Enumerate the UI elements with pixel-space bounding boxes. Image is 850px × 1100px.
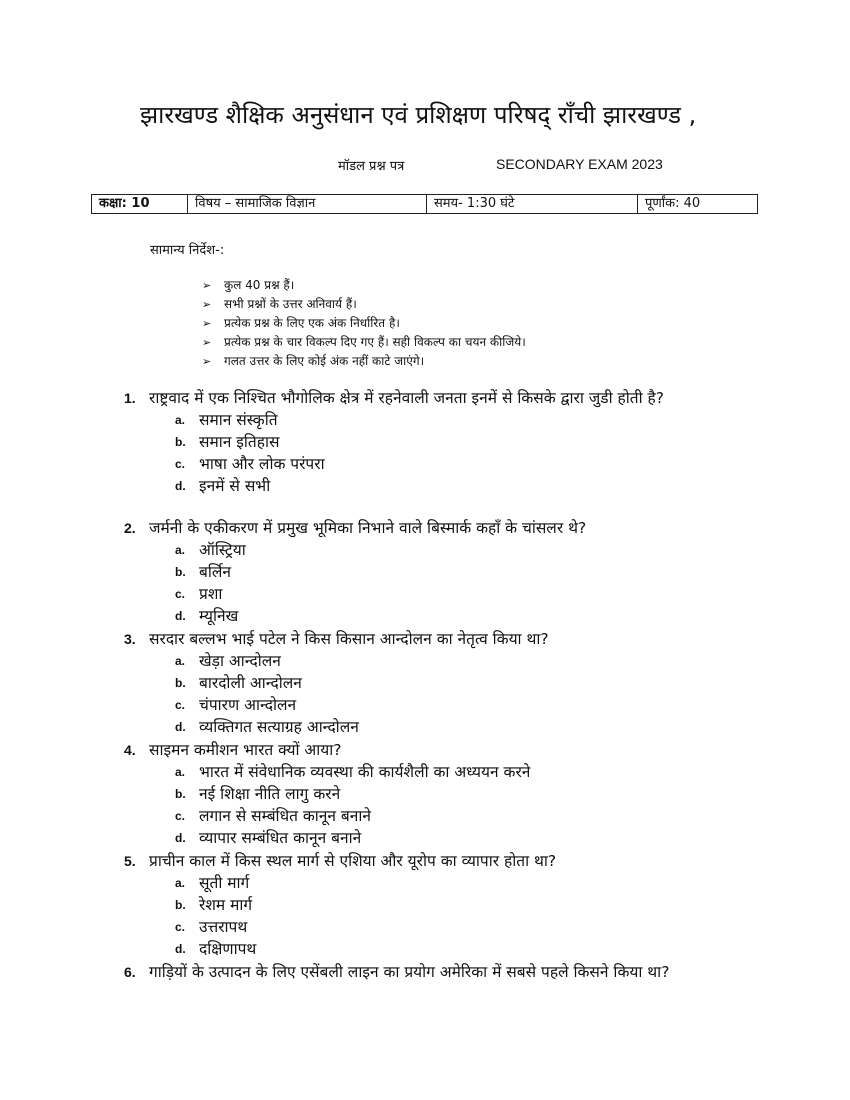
option-d bbox=[175, 827, 824, 849]
question-text: गाड़ियों के उत्पादन के लिए एसेंबली लाइन का प्रयोग अमेरिका में सबसे पहले किसने किया था? bbox=[149, 963, 670, 981]
arrow-bullet-icon: ➢ bbox=[202, 317, 212, 330]
instruction-text: प्रत्येक प्रश्न के लिए एक अंक निर्धारित है। bbox=[224, 316, 400, 330]
instruction-text: कुल 40 प्रश्न हैं। bbox=[224, 278, 295, 292]
option-label: a. bbox=[175, 876, 186, 890]
option-text: उत्तरापथ bbox=[199, 918, 248, 936]
arrow-bullet-icon: ➢ bbox=[202, 336, 212, 349]
instruction-item bbox=[202, 314, 526, 333]
option-c bbox=[175, 916, 824, 938]
option-label: a. bbox=[175, 654, 186, 668]
instruction-text: प्रत्येक प्रश्न के चार विकल्प दिए गए हैं। सही विकल्प का चयन कीजिये। bbox=[224, 335, 526, 349]
question-4 bbox=[124, 739, 824, 849]
option-c bbox=[175, 805, 824, 827]
question-number: 3. bbox=[124, 631, 136, 647]
option-text: समान इतिहास bbox=[199, 433, 280, 451]
paper-type: मॉडल प्रश्न पत्र bbox=[338, 159, 405, 174]
subject-cell: विषय – सामाजिक विज्ञान bbox=[188, 195, 427, 213]
option-label: b. bbox=[175, 676, 186, 690]
option-label: d. bbox=[175, 479, 186, 493]
option-text: दक्षिणापथ bbox=[199, 940, 257, 958]
option-b bbox=[175, 894, 824, 916]
option-d bbox=[175, 475, 824, 497]
option-b bbox=[175, 431, 824, 453]
option-text: इनमें से सभी bbox=[199, 477, 271, 495]
option-text: भाषा और लोक परंपरा bbox=[199, 455, 325, 473]
option-label: a. bbox=[175, 543, 186, 557]
option-text: व्यक्तिगत सत्याग्रह आन्दोलन bbox=[199, 718, 359, 736]
option-a bbox=[175, 872, 824, 894]
option-a bbox=[175, 761, 824, 783]
option-c bbox=[175, 694, 824, 716]
option-label: b. bbox=[175, 565, 186, 579]
option-text: समान संस्कृति bbox=[199, 411, 278, 429]
option-text: भारत में संवेधानिक व्यवस्था की कार्यशैली का अध्ययन करने bbox=[199, 763, 531, 781]
instruction-item bbox=[202, 333, 526, 352]
option-b bbox=[175, 561, 824, 583]
option-label: c. bbox=[175, 587, 186, 601]
option-label: b. bbox=[175, 435, 186, 449]
question-text: जर्मनी के एकीकरण में प्रमुख भूमिका निभाने वाले बिस्मार्क कहाँ के चांसलर थे? bbox=[149, 519, 587, 537]
question-text: प्राचीन काल में किस स्थल मार्ग से एशिया और यूरोप का व्यापार होता था? bbox=[149, 852, 557, 870]
option-text: म्यूनिख bbox=[199, 607, 239, 625]
question-1 bbox=[124, 387, 824, 497]
question-number: 6. bbox=[124, 964, 136, 980]
option-a bbox=[175, 539, 824, 561]
option-text: खेड़ा आन्दोलन bbox=[199, 652, 281, 670]
question-6 bbox=[124, 961, 824, 983]
option-label: d. bbox=[175, 942, 186, 956]
question-2 bbox=[124, 517, 824, 627]
option-text: बारदोली आन्दोलन bbox=[199, 674, 302, 692]
question-5 bbox=[124, 850, 824, 960]
option-text: लगान से सम्बंधित कानून बनाने bbox=[199, 807, 371, 825]
instruction-item bbox=[202, 352, 526, 371]
option-text: रेशम मार्ग bbox=[199, 896, 253, 914]
option-label: a. bbox=[175, 413, 186, 427]
option-d bbox=[175, 716, 824, 738]
question-text: राष्ट्रवाद में एक निश्चित भौगोलिक क्षेत्र में रहनेवाली जनता इनमें से किसके द्वारा जुडी होती है? bbox=[149, 389, 665, 407]
class-cell: कक्षा: 10 bbox=[92, 195, 188, 213]
arrow-bullet-icon: ➢ bbox=[202, 355, 212, 368]
instruction-item bbox=[202, 295, 526, 314]
option-label: a. bbox=[175, 765, 186, 779]
option-text: प्रशा bbox=[199, 585, 223, 603]
option-text: सूती मार्ग bbox=[199, 874, 250, 892]
option-d bbox=[175, 605, 824, 627]
option-text: चंपारण आन्दोलन bbox=[199, 696, 297, 714]
option-label: c. bbox=[175, 809, 186, 823]
exam-name: SECONDARY EXAM 2023 bbox=[496, 156, 663, 172]
marks-cell: पूर्णांक: 40 bbox=[645, 196, 701, 211]
option-label: d. bbox=[175, 720, 186, 734]
option-label: d. bbox=[175, 609, 186, 623]
option-a bbox=[175, 409, 824, 431]
instruction-text: गलत उत्तर के लिए कोई अंक नहीं काटे जाएंगे। bbox=[224, 354, 425, 368]
instructions-title: सामान्य निर्देश-: bbox=[150, 243, 225, 258]
option-b bbox=[175, 672, 824, 694]
question-number: 2. bbox=[124, 520, 136, 536]
question-3 bbox=[124, 628, 824, 738]
option-c bbox=[175, 583, 824, 605]
instruction-text: सभी प्रश्नों के उत्तर अनिवार्य हैं। bbox=[224, 297, 357, 311]
option-label: c. bbox=[175, 457, 186, 471]
question-number: 4. bbox=[124, 742, 136, 758]
instruction-item bbox=[202, 276, 526, 295]
instructions-list bbox=[202, 276, 526, 371]
option-label: c. bbox=[175, 698, 186, 712]
page-title: झारखण्ड शैक्षिक अनुसंधान एवं प्रशिक्षण परिषद् राँची झारखण्ड , bbox=[140, 101, 697, 129]
arrow-bullet-icon: ➢ bbox=[202, 279, 212, 292]
option-text: ऑस्ट्रिया bbox=[199, 541, 246, 559]
option-label: b. bbox=[175, 898, 186, 912]
option-text: बर्लिन bbox=[199, 563, 231, 581]
option-a bbox=[175, 650, 824, 672]
exam-info-table bbox=[91, 194, 758, 214]
time-cell: समय- 1:30 घंटे bbox=[427, 195, 638, 213]
question-text: साइमन कमीशन भारत क्यों आया? bbox=[149, 741, 342, 759]
option-text: नई शिक्षा नीति लागु करने bbox=[199, 785, 341, 803]
option-label: d. bbox=[175, 831, 186, 845]
option-d bbox=[175, 938, 824, 960]
option-b bbox=[175, 783, 824, 805]
option-label: b. bbox=[175, 787, 186, 801]
question-number: 1. bbox=[124, 390, 136, 406]
arrow-bullet-icon: ➢ bbox=[202, 298, 212, 311]
question-text: सरदार बल्लभ भाई पटेल ने किस किसान आन्दोलन का नेतृत्व किया था? bbox=[149, 630, 549, 648]
option-text: व्यापार सम्बंधित कानून बनाने bbox=[199, 829, 362, 847]
option-label: c. bbox=[175, 920, 186, 934]
question-number: 5. bbox=[124, 853, 136, 869]
option-c bbox=[175, 453, 824, 475]
